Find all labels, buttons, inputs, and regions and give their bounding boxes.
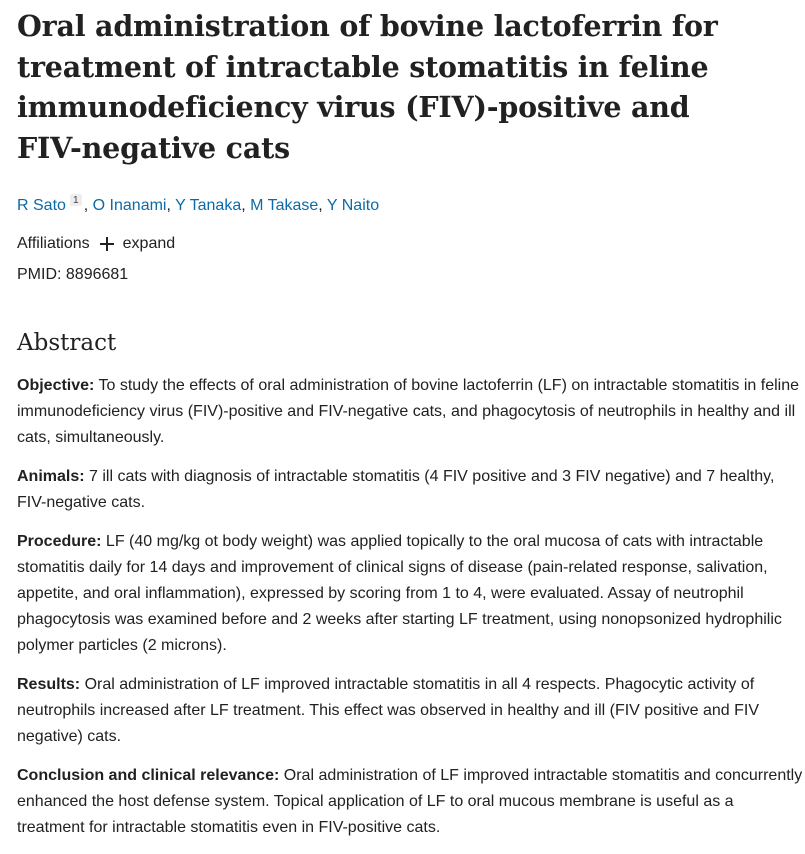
pmid-value: 8896681	[65, 266, 129, 283]
author-link-naito[interactable]: Y Naito	[326, 197, 380, 214]
expand-label: expand	[122, 235, 176, 252]
abstract-section-text: To study the effects of oral administration of bovine lactoferrin (LF) on intractable stomatitis in feline immunodeficiency virus (FIV)-positive and FIV-negative cats, and phagocytosis of neutrophils in healthy and ill cats, simultaneously.	[17, 377, 800, 446]
abstract-animals	[17, 464, 803, 516]
abstract-section-label: Conclusion and clinical relevance:	[17, 767, 280, 784]
author-separator: ,	[166, 197, 176, 214]
author-separator: ,	[83, 197, 93, 214]
abstract-section-label: Procedure:	[17, 533, 102, 550]
author-separator: ,	[241, 197, 251, 214]
author-link-tanaka[interactable]: Y Tanaka	[175, 197, 242, 214]
abstract-section-text: LF (40 mg/kg ot body weight) was applied topically to the oral mucosa of cats with intractable stomatitis daily for 14 days and improvement of clinical signs of disease (pain-related response, salivation, appetite, and oral inflammation), expressed by scoring from 1 to 4, were evaluated. Assay of neutrophil phagocytosis was examined before and 2 weeks after starting LF treatment, using nonopsonized hydrophilic polymer particles (2 microns).	[17, 533, 782, 654]
author-link-inanami[interactable]: O Inanami	[92, 197, 167, 214]
affiliation-marker[interactable]: 1	[70, 194, 82, 206]
plus-icon	[100, 237, 114, 251]
authors-list	[17, 194, 803, 218]
pmid-row	[17, 265, 803, 285]
author-link-takase[interactable]: M Takase	[250, 197, 319, 214]
abstract-heading: Abstract	[17, 330, 117, 356]
abstract-section-text: Oral administration of LF improved intractable stomatitis in all 4 respects. Phagocytic activity of neutrophils increased after LF treatment. This effect was observed in healthy and ill (FIV positive and FIV negative) cats.	[17, 676, 760, 745]
abstract-conclusion	[17, 763, 803, 841]
abstract-body	[17, 373, 803, 841]
abstract-objective	[17, 373, 803, 451]
abstract-results	[17, 672, 803, 750]
abstract-section-label: Objective:	[17, 377, 95, 394]
pmid-label: PMID:	[17, 266, 62, 283]
article-title: Oral administration of bovine lactoferrin for treatment of intractable stomatitis in feline immunodeficiency virus (FIV)-positive and FIV-negative cats	[17, 9, 718, 165]
abstract-procedure	[17, 529, 803, 659]
affiliations-label: Affiliations	[17, 235, 90, 252]
article-page	[17, 6, 803, 854]
affiliations-row	[17, 234, 803, 254]
abstract-section-label: Results:	[17, 676, 81, 693]
abstract-section-text: 7 ill cats with diagnosis of intractable stomatitis (4 FIV positive and 3 FIV negative) and 7 healthy, FIV-negative cats.	[17, 468, 775, 511]
abstract-section-label: Animals:	[17, 468, 85, 485]
abstract-section-text: Oral administration of LF improved intractable stomatitis and concurrently enhanced the host defense system. Topical application of LF to oral mucous membrane is useful as a treatment for intractable stomatitis even in FIV-positive cats.	[17, 767, 803, 836]
affiliations-expand-button[interactable]	[100, 234, 176, 254]
author-separator: ,	[318, 197, 327, 214]
author-link-sato[interactable]: R Sato	[17, 197, 66, 214]
